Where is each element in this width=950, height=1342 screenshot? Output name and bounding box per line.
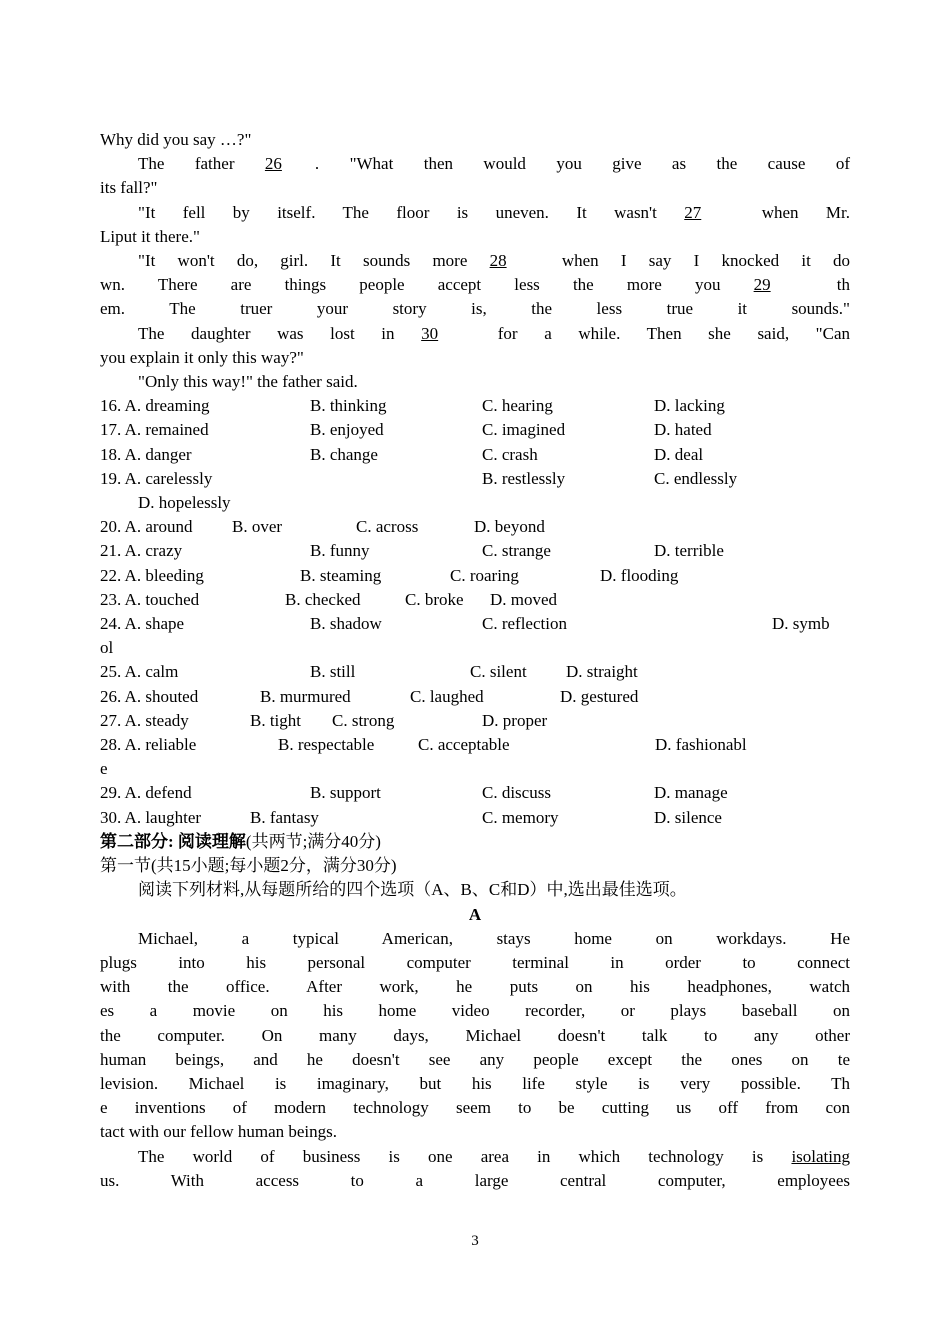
passage-line: with the office. After work, he puts on his headphones, watch [100, 977, 850, 997]
option-row-19-cont: D. hopelessly [138, 493, 231, 513]
document-body [100, 128, 850, 1193]
option-row-22: 22. A. bleeding B. steaming C. roaring D. flooding [100, 565, 679, 585]
story-line: its fall?" [100, 178, 158, 198]
passage-letter: A [468, 904, 482, 924]
page-number: 3 [471, 1233, 479, 1249]
story-line: The daughter was lost in 30 for a while. Then she said, "Can [100, 322, 850, 346]
blank-30: 30 [421, 323, 439, 343]
story-line: "Only this way!" the father said. [138, 372, 358, 392]
option-row-17: 17. A. remained B. enjoyed C. imagined D. hated [100, 420, 712, 440]
part-heading: 第二部分: 阅读理解(共两节;满分40分) [100, 831, 381, 851]
option-row-23: 23. A. touched B. checked C. broke D. moved [100, 589, 558, 609]
option-row-19: 19. A. carelessly B. restlessly C. endlessly [100, 468, 738, 488]
option-row-28: 28. A. reliable B. respectable C. acceptable D. fashionabl [100, 735, 747, 755]
passage-line: es a movie on his home video recorder, or plays baseball on [100, 1001, 850, 1021]
passage-line: plugs into his personal computer terminal in order to connect [100, 952, 850, 972]
passage-line: Michael, a typical American, stays home on workdays. He [138, 928, 850, 948]
passage-line: tact with our fellow human beings. [100, 1122, 338, 1142]
option-row-25: 25. A. calm B. still C. silent D. straight [100, 662, 638, 682]
blank-28: 28 [489, 251, 507, 271]
blank-27: 27 [684, 202, 702, 222]
story-line: em. The truer your story is, the less true it sounds." [100, 299, 850, 319]
option-row-26: 26. A. shouted B. murmured C. laughed D. gestured [100, 686, 639, 706]
option-row-29: 29. A. defend B. support C. discuss D. manage [100, 783, 728, 803]
passage-line: The world of business is one area in which technology is isolating [138, 1146, 851, 1166]
option-row-28-cont: e [100, 759, 108, 779]
passage-line: human beings, and he doesn't see any people except the ones on te [100, 1049, 850, 1069]
passage-line: levision. Michael is imaginary, but his life style is very possible. Th [100, 1073, 850, 1093]
option-row-20: 20. A. around B. over C. across D. beyond [100, 517, 545, 537]
blank-26: 26 [264, 154, 282, 174]
blank-29: 29 [753, 275, 771, 295]
option-row-24-cont: ol [100, 638, 114, 658]
passage-line: the computer. On many days, Michael doesn't talk to any other [100, 1025, 850, 1045]
instructions: 阅读下列材料,从每题所给的四个选项（A、B、C和D）中,选出最佳选项。 [138, 880, 687, 900]
option-row-21: 21. A. crazy B. funny C. strange D. terrible [100, 541, 724, 561]
passage-line: e inventions of modern technology seem to be cutting us off from con [100, 1098, 850, 1118]
story-line: The father 26 . "What then would you give as the cause of [100, 152, 850, 176]
underlined-word: isolating [791, 1146, 851, 1166]
section-heading: 第一节(共15小题;每小题2分，满分30分) [100, 856, 397, 876]
story-line: Liput it there." [100, 226, 200, 246]
story-line: wn. There are things people accept less the more you 29 th [100, 273, 850, 297]
option-row-18: 18. A. danger B. change C. crash D. deal [100, 444, 704, 464]
story-line: "It won't do, girl. It sounds more 28 when I say I knocked it do [100, 249, 850, 273]
option-row-24: 24. A. shape B. shadow C. reflection D. symb [100, 614, 830, 634]
story-line: you explain it only this way?" [100, 347, 304, 367]
story-line: "It fell by itself. The floor is uneven. It wasn't 27 when Mr. [100, 201, 850, 225]
option-row-16: 16. A. dreaming B. thinking C. hearing D. lacking [100, 396, 725, 416]
option-row-30: 30. A. laughter B. fantasy C. memory D. silence [100, 807, 722, 827]
passage-line: us. With access to a large central computer, employees [100, 1170, 850, 1190]
story-line: Why did you say …?" [100, 130, 252, 149]
option-row-27: 27. A. steady B. tight C. strong D. proper [100, 710, 548, 730]
